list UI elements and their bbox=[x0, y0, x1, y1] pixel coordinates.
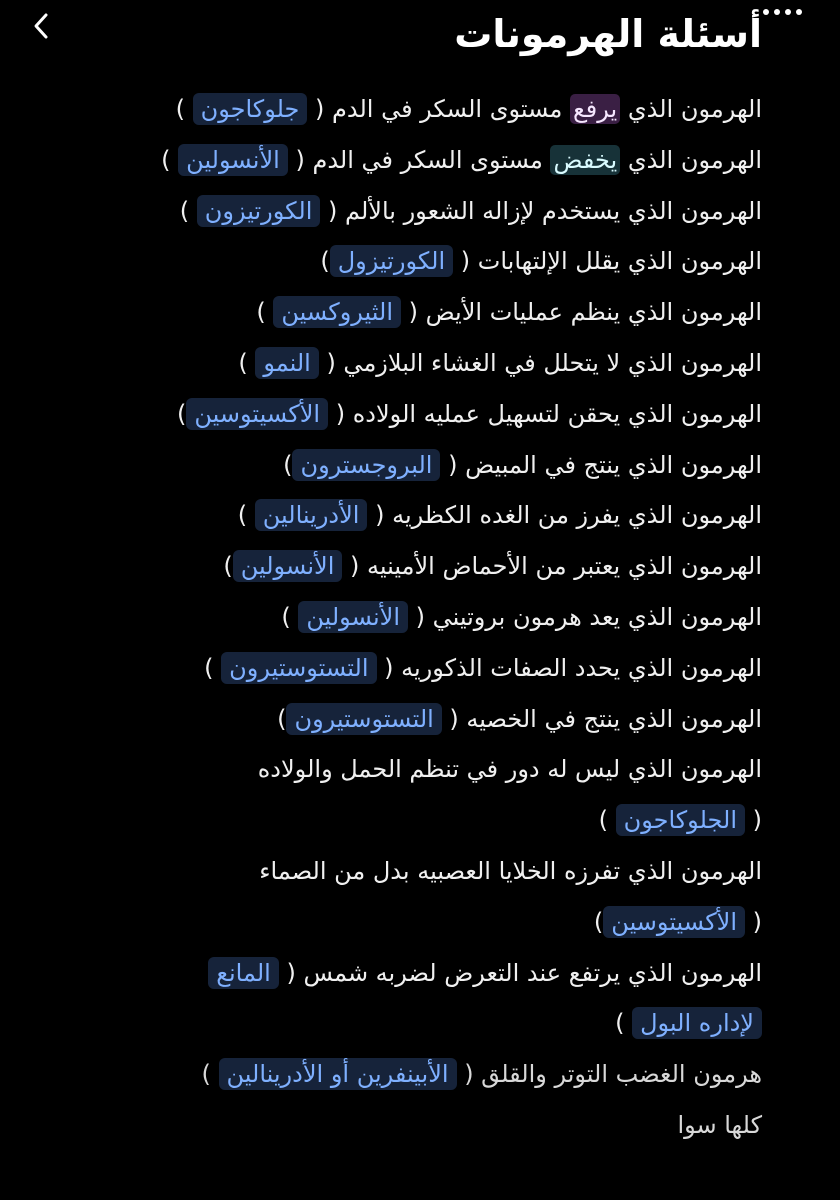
question-text: الهرمون الذي يحقن لتسهيل عمليه الولاده ( bbox=[328, 399, 762, 428]
closing-paren: ) bbox=[177, 399, 187, 428]
closing-paren: ) bbox=[238, 348, 256, 377]
closing-paren: ) bbox=[615, 1009, 633, 1038]
question-text: مستوى السكر في الدم ( bbox=[307, 95, 571, 123]
question-text: الهرمون الذي يعتبر من الأحماض الأمينيه ( bbox=[342, 552, 762, 581]
closing-paren: ) bbox=[204, 653, 222, 682]
question-line bbox=[72, 998, 762, 1049]
question-line bbox=[72, 186, 762, 237]
answer-text: الأدرينالين bbox=[255, 499, 368, 531]
answer-text: التستوستيرون bbox=[221, 652, 376, 684]
closing-paren: ) bbox=[223, 552, 233, 581]
question-text: ( bbox=[745, 806, 762, 835]
question-line bbox=[72, 338, 762, 389]
highlighted-word: يخفض bbox=[550, 145, 620, 175]
answer-text: الكورتيزول bbox=[330, 245, 453, 277]
answer-text: النمو bbox=[255, 347, 319, 379]
answer-text: الأكسيتوسين bbox=[603, 906, 745, 938]
chevron-left-icon bbox=[27, 11, 57, 41]
answer-text: لإداره البول bbox=[632, 1007, 762, 1039]
question-line bbox=[72, 795, 762, 846]
answer-text: الجلوكاجون bbox=[616, 804, 745, 836]
question-text: الهرمون الذي ينتج في المبيض ( bbox=[440, 450, 762, 479]
question-line bbox=[72, 1100, 762, 1151]
answer-text: الأنسولين bbox=[298, 601, 408, 633]
closing-paren: ) bbox=[256, 298, 274, 327]
question-text: الهرمون الذي يرتفع عند التعرض لضربه شمس ( bbox=[278, 958, 762, 987]
hormone-questions-list bbox=[72, 84, 762, 1151]
answer-text: البروجسترون bbox=[292, 449, 440, 481]
answer-text: التستوستيرون bbox=[286, 703, 441, 735]
question-line bbox=[72, 236, 762, 287]
answer-text: الأنسولين bbox=[178, 144, 288, 176]
question-text: الهرمون الذي ينتج في الخصيه ( bbox=[441, 704, 762, 733]
question-line bbox=[72, 948, 762, 999]
back-button[interactable] bbox=[22, 6, 62, 46]
more-options-button[interactable] bbox=[758, 4, 808, 20]
answer-text: الثيروكسين bbox=[273, 296, 401, 328]
question-text: الهرمون الذي يستخدم لإزاله الشعور بالألم ( bbox=[320, 196, 762, 225]
question-line bbox=[72, 1049, 762, 1100]
closing-paren: ) bbox=[161, 145, 179, 174]
question-text: الهرمون الذي ينظم عمليات الأيض ( bbox=[401, 298, 762, 327]
question-line bbox=[72, 440, 762, 491]
question-line bbox=[72, 541, 762, 592]
closing-paren: ) bbox=[283, 450, 293, 479]
question-text: الهرمون الذي bbox=[620, 95, 762, 123]
question-text: الهرمون الذي يفرز من الغده الكظريه ( bbox=[367, 501, 762, 530]
highlighted-word: يرفع bbox=[570, 94, 620, 124]
closing-paren: ) bbox=[179, 196, 197, 225]
question-text: الهرمون الذي ليس له دور في تنظم الحمل والولاده bbox=[257, 755, 762, 784]
closing-paren: ) bbox=[201, 1060, 219, 1089]
closing-paren: ) bbox=[277, 704, 287, 733]
question-text: الهرمون الذي لا يتحلل في الغشاء البلازمي ( bbox=[318, 348, 762, 377]
question-line bbox=[72, 897, 762, 948]
question-text: الهرمون الذي يعد هرمون بروتيني ( bbox=[408, 602, 762, 631]
answer-text: الأكسيتوسين bbox=[186, 398, 328, 430]
question-text: الهرمون الذي يحدد الصفات الذكوريه ( bbox=[376, 653, 762, 682]
answer-text: المانع bbox=[208, 957, 279, 989]
question-line bbox=[72, 490, 762, 541]
question-line bbox=[72, 643, 762, 694]
answer-text: الأنسولين bbox=[233, 550, 343, 582]
closing-paren: ) bbox=[598, 806, 616, 835]
question-line bbox=[72, 592, 762, 643]
more-dots-icon bbox=[758, 6, 808, 18]
question-text: الهرمون الذي bbox=[620, 145, 762, 174]
closing-paren: ) bbox=[175, 95, 193, 123]
closing-paren: ) bbox=[593, 907, 604, 936]
question-line bbox=[72, 694, 762, 745]
question-line bbox=[72, 744, 762, 795]
answer-text: الأبينفرين أو الأدرينالين bbox=[219, 1058, 457, 1090]
question-text: مستوى السكر في الدم ( bbox=[287, 145, 551, 174]
question-line bbox=[72, 389, 762, 440]
closing-paren: ) bbox=[281, 602, 299, 631]
closing-paren: ) bbox=[320, 247, 330, 276]
answer-text: الكورتيزون bbox=[197, 195, 321, 227]
closing-paren: ) bbox=[237, 501, 255, 530]
question-text: الهرمون الذي يقلل الإلتهابات ( bbox=[453, 247, 762, 276]
question-text: كلها سوا bbox=[677, 1110, 762, 1139]
page-title: أسئلة الهرمونات bbox=[454, 12, 762, 56]
question-line bbox=[72, 135, 762, 186]
question-text: هرمون الغضب التوتر والقلق ( bbox=[456, 1060, 762, 1089]
question-line bbox=[72, 846, 762, 897]
question-line bbox=[72, 84, 762, 135]
question-text: الهرمون الذي تفرزه الخلايا العصبيه بدل من الصماء bbox=[259, 856, 762, 885]
answer-text: جلوكاجون bbox=[193, 93, 308, 125]
question-line bbox=[72, 287, 762, 338]
question-text: ( bbox=[745, 907, 762, 936]
